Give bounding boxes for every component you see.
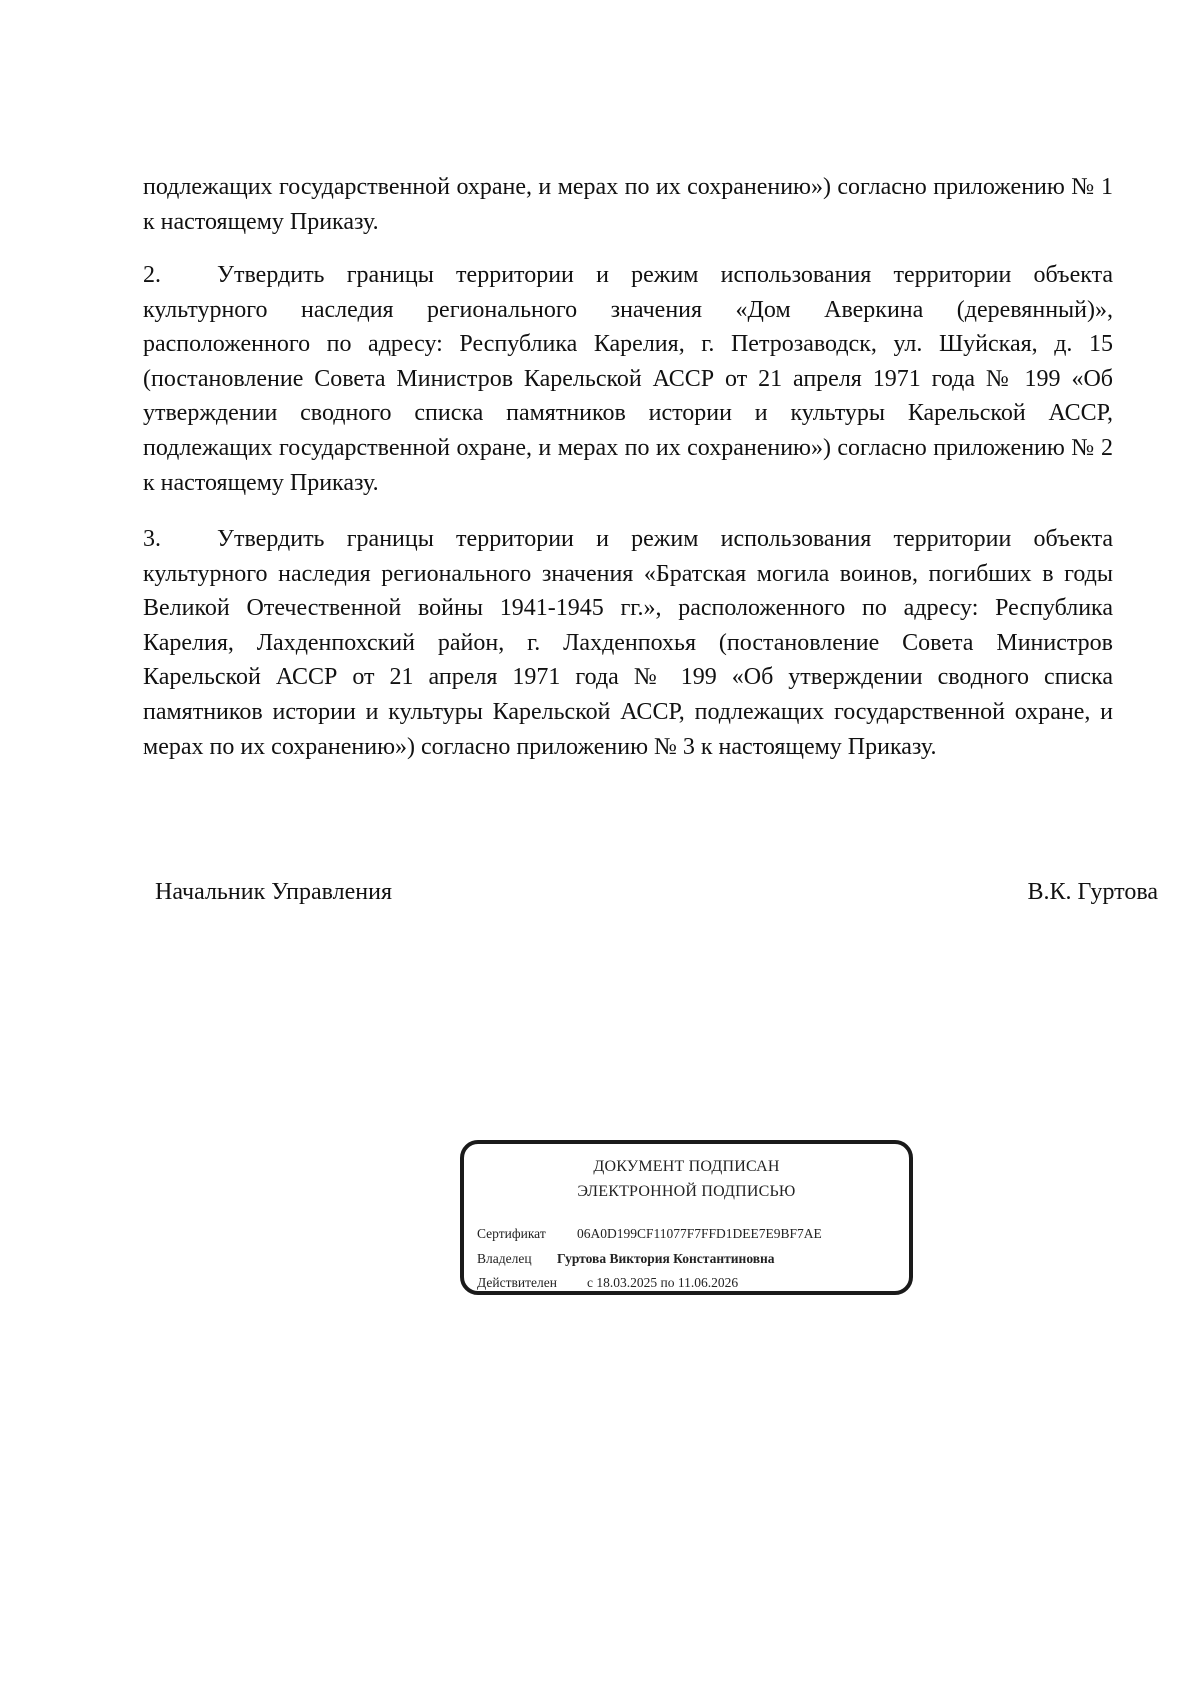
signatory-name: В.К. Гуртова xyxy=(1027,879,1158,905)
stamp-certificate-value: 06A0D199CF11077F7FFD1DEE7E9BF7AE xyxy=(577,1226,822,1241)
electronic-signature-stamp xyxy=(460,1140,913,1295)
item-3-text: Утвердить границы территории и режим использования территории объекта культурного наследия регионального значения «Братская могила воинов, погибших в годы Великой Отечественной войны 1941-1945 гг.», расположенного по адресу: Республика Карелия, Лахденпохский район, г. Лахденпохья (постановление Совета Министров Карельской АССР от 21 апреля 1971 года № 199 «Об утверждении сводного списка памятников истории и культуры Карельской АССР, подлежащих государственной охране, и мерах по их сохранению») согласно приложению № 3 к настоящему Приказу. xyxy=(143,526,1113,760)
item-3-number: 3. xyxy=(143,526,161,552)
stamp-certificate-row xyxy=(477,1224,822,1244)
paragraph-intro xyxy=(143,170,1113,239)
stamp-header-line-1: ДОКУМЕНТ ПОДПИСАН xyxy=(593,1158,780,1175)
stamp-certificate-label: Сертификат xyxy=(477,1226,546,1241)
signatory-title: Начальник Управления xyxy=(155,879,392,905)
stamp-owner-row xyxy=(477,1249,775,1269)
item-2-text: Утвердить границы территории и режим использования территории объекта культурного наследия регионального значения «Дом Аверкина (деревянный)», расположенного по адресу: Республика Карелия, г. Петрозаводск, ул. Шуйская, д. 15 (постановление Совета Министров Карельской АССР от 21 апреля 1971 года № 199 «Об утверждении сводного списка памятников истории и культуры Карельской АССР, подлежащих государственной охране, и мерах по их сохранению») согласно приложению № 2 к настоящему Приказу. xyxy=(143,262,1113,496)
stamp-owner-value: Гуртова Виктория Константиновна xyxy=(557,1251,775,1266)
stamp-owner-label: Владелец xyxy=(477,1251,532,1266)
stamp-header-line-2: ЭЛЕКТРОННОЙ ПОДПИСЬЮ xyxy=(577,1183,796,1200)
stamp-valid-row xyxy=(477,1273,738,1293)
paragraph-item-2 xyxy=(143,258,1113,500)
item-2-number: 2. xyxy=(143,262,161,288)
stamp-valid-label: Действителен xyxy=(477,1275,557,1290)
stamp-header xyxy=(464,1154,909,1204)
stamp-valid-value: с 18.03.2025 по 11.06.2026 xyxy=(587,1275,739,1290)
paragraph-intro-text: подлежащих государственной охране, и мерах по их сохранению») согласно приложению № 1 к настоящему Приказу. xyxy=(143,174,1113,235)
paragraph-item-3 xyxy=(143,522,1113,764)
